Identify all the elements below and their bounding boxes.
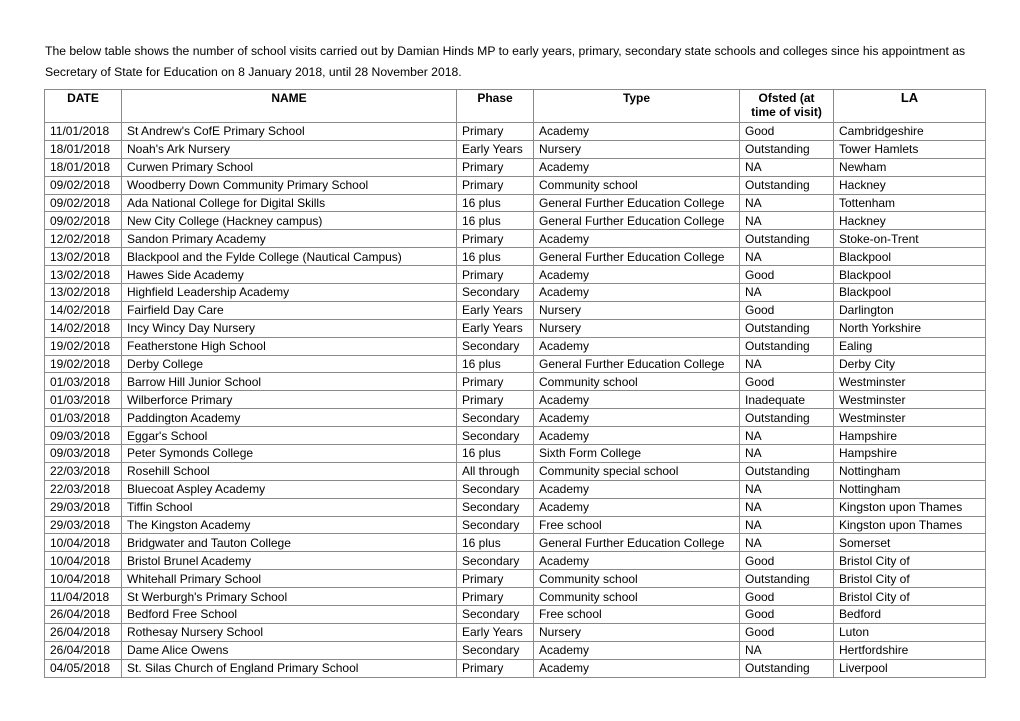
la-cell: Nottingham (834, 462, 986, 480)
phase-cell: Early Years (457, 140, 534, 158)
ofsted-cell: Good (740, 552, 834, 570)
table-body (45, 123, 986, 678)
ofsted-column-header: Ofsted (at time of visit) (740, 90, 834, 123)
date-cell: 09/02/2018 (45, 194, 122, 212)
type-cell: Free school (534, 516, 740, 534)
phase-cell: Primary (457, 588, 534, 606)
ofsted-cell: Good (740, 623, 834, 641)
date-cell: 29/03/2018 (45, 516, 122, 534)
table-row (45, 391, 986, 409)
ofsted-cell: Good (740, 301, 834, 319)
ofsted-cell: Outstanding (740, 659, 834, 677)
ofsted-cell: Good (740, 588, 834, 606)
phase-cell: Secondary (457, 606, 534, 624)
name-cell: Peter Symonds College (122, 445, 457, 463)
table-row (45, 301, 986, 319)
la-cell: Luton (834, 623, 986, 641)
phase-cell: Secondary (457, 409, 534, 427)
date-cell: 13/02/2018 (45, 248, 122, 266)
date-cell: 13/02/2018 (45, 284, 122, 302)
la-cell: North Yorkshire (834, 319, 986, 337)
date-cell: 19/02/2018 (45, 355, 122, 373)
la-cell: Darlington (834, 301, 986, 319)
phase-cell: 16 plus (457, 248, 534, 266)
name-cell: Rothesay Nursery School (122, 623, 457, 641)
date-cell: 12/02/2018 (45, 230, 122, 248)
ofsted-cell: NA (740, 355, 834, 373)
ofsted-cell: NA (740, 158, 834, 176)
type-cell: Community school (534, 176, 740, 194)
date-cell: 11/01/2018 (45, 123, 122, 141)
ofsted-cell: Outstanding (740, 462, 834, 480)
la-cell: Hackney (834, 212, 986, 230)
table-row (45, 588, 986, 606)
ofsted-cell: NA (740, 284, 834, 302)
phase-cell: Primary (457, 176, 534, 194)
phase-cell: Early Years (457, 623, 534, 641)
name-cell: Derby College (122, 355, 457, 373)
name-cell: Bluecoat Aspley Academy (122, 480, 457, 498)
la-cell: Hampshire (834, 445, 986, 463)
type-cell: Academy (534, 158, 740, 176)
ofsted-cell: Good (740, 373, 834, 391)
table-row (45, 516, 986, 534)
ofsted-cell: Outstanding (740, 570, 834, 588)
ofsted-cell: NA (740, 480, 834, 498)
date-cell: 22/03/2018 (45, 462, 122, 480)
la-cell: Hertfordshire (834, 641, 986, 659)
ofsted-cell: Outstanding (740, 337, 834, 355)
phase-cell: 16 plus (457, 212, 534, 230)
date-cell: 09/03/2018 (45, 427, 122, 445)
table-row (45, 641, 986, 659)
type-cell: Community school (534, 570, 740, 588)
type-cell: Nursery (534, 140, 740, 158)
ofsted-cell: NA (740, 194, 834, 212)
phase-cell: Primary (457, 158, 534, 176)
date-cell: 10/04/2018 (45, 534, 122, 552)
date-cell: 01/03/2018 (45, 409, 122, 427)
name-cell: The Kingston Academy (122, 516, 457, 534)
type-cell: Academy (534, 552, 740, 570)
ofsted-cell: Outstanding (740, 140, 834, 158)
name-cell: Ada National College for Digital Skills (122, 194, 457, 212)
type-cell: Free school (534, 606, 740, 624)
name-cell: Highfield Leadership Academy (122, 284, 457, 302)
la-cell: Derby City (834, 355, 986, 373)
name-cell: Eggar's School (122, 427, 457, 445)
name-cell: Hawes Side Academy (122, 266, 457, 284)
type-cell: Academy (534, 427, 740, 445)
la-cell: Newham (834, 158, 986, 176)
table-row (45, 480, 986, 498)
table-row (45, 606, 986, 624)
school-visits-table (44, 89, 986, 678)
la-cell: Hampshire (834, 427, 986, 445)
name-cell: St. Silas Church of England Primary School (122, 659, 457, 677)
phase-cell: Primary (457, 570, 534, 588)
la-cell: Stoke-on-Trent (834, 230, 986, 248)
table-row (45, 266, 986, 284)
date-cell: 18/01/2018 (45, 158, 122, 176)
name-cell: Bedford Free School (122, 606, 457, 624)
name-cell: St Werburgh's Primary School (122, 588, 457, 606)
name-cell: Noah's Ark Nursery (122, 140, 457, 158)
phase-cell: 16 plus (457, 534, 534, 552)
table-row (45, 409, 986, 427)
date-cell: 22/03/2018 (45, 480, 122, 498)
ofsted-cell: Inadequate (740, 391, 834, 409)
type-cell: Nursery (534, 623, 740, 641)
phase-cell: 16 plus (457, 445, 534, 463)
phase-cell: Secondary (457, 552, 534, 570)
name-cell: Barrow Hill Junior School (122, 373, 457, 391)
table-row (45, 355, 986, 373)
la-cell: Blackpool (834, 248, 986, 266)
table-row (45, 462, 986, 480)
ofsted-cell: NA (740, 248, 834, 266)
name-cell: Dame Alice Owens (122, 641, 457, 659)
date-cell: 14/02/2018 (45, 319, 122, 337)
type-cell: Academy (534, 337, 740, 355)
table-header-row (45, 90, 986, 123)
type-cell: General Further Education College (534, 212, 740, 230)
name-cell: Blackpool and the Fylde College (Nautical Campus) (122, 248, 457, 266)
date-cell: 18/01/2018 (45, 140, 122, 158)
type-cell: Academy (534, 266, 740, 284)
phase-cell: Secondary (457, 641, 534, 659)
ofsted-cell: Good (740, 123, 834, 141)
type-cell: Sixth Form College (534, 445, 740, 463)
name-column-header: NAME (122, 90, 457, 123)
ofsted-cell: NA (740, 427, 834, 445)
phase-column-header: Phase (457, 90, 534, 123)
phase-cell: Primary (457, 266, 534, 284)
phase-cell: All through (457, 462, 534, 480)
name-cell: Featherstone High School (122, 337, 457, 355)
name-cell: Bridgwater and Tauton College (122, 534, 457, 552)
type-cell: Academy (534, 641, 740, 659)
type-cell: Community school (534, 373, 740, 391)
phase-cell: Secondary (457, 337, 534, 355)
date-cell: 11/04/2018 (45, 588, 122, 606)
name-cell: Paddington Academy (122, 409, 457, 427)
name-cell: Bristol Brunel Academy (122, 552, 457, 570)
phase-cell: Primary (457, 391, 534, 409)
phase-cell: Primary (457, 230, 534, 248)
la-cell: Bristol City of (834, 588, 986, 606)
date-cell: 09/03/2018 (45, 445, 122, 463)
ofsted-cell: Good (740, 266, 834, 284)
table-row (45, 158, 986, 176)
date-cell: 26/04/2018 (45, 606, 122, 624)
la-cell: Blackpool (834, 284, 986, 302)
phase-cell: Secondary (457, 498, 534, 516)
type-cell: Academy (534, 230, 740, 248)
type-cell: Academy (534, 409, 740, 427)
type-cell: Community special school (534, 462, 740, 480)
date-cell: 13/02/2018 (45, 266, 122, 284)
date-cell: 01/03/2018 (45, 391, 122, 409)
ofsted-cell: NA (740, 534, 834, 552)
name-cell: Whitehall Primary School (122, 570, 457, 588)
name-cell: Woodberry Down Community Primary School (122, 176, 457, 194)
type-cell: Academy (534, 498, 740, 516)
la-cell: Ealing (834, 337, 986, 355)
table-row (45, 570, 986, 588)
ofsted-cell: NA (740, 498, 834, 516)
table-row (45, 319, 986, 337)
la-cell: Tottenham (834, 194, 986, 212)
date-cell: 26/04/2018 (45, 623, 122, 641)
ofsted-cell: NA (740, 212, 834, 230)
ofsted-cell: Outstanding (740, 319, 834, 337)
ofsted-cell: Outstanding (740, 230, 834, 248)
type-cell: General Further Education College (534, 534, 740, 552)
table-row (45, 498, 986, 516)
date-cell: 04/05/2018 (45, 659, 122, 677)
la-cell: Liverpool (834, 659, 986, 677)
table-row (45, 445, 986, 463)
intro-paragraph: The below table shows the number of school visits carried out by Damian Hinds MP to early years, primary, secondary state schools and colleges since his appointment as Secretary of State for Education on 8 January 2018, until 28 November 2018. (45, 44, 966, 79)
la-column-header: LA (834, 90, 986, 123)
phase-cell: Primary (457, 659, 534, 677)
la-cell: Kingston upon Thames (834, 498, 986, 516)
name-cell: Sandon Primary Academy (122, 230, 457, 248)
phase-cell: 16 plus (457, 355, 534, 373)
phase-cell: Early Years (457, 319, 534, 337)
la-cell: Hackney (834, 176, 986, 194)
date-cell: 10/04/2018 (45, 552, 122, 570)
table-row (45, 552, 986, 570)
date-cell: 09/02/2018 (45, 176, 122, 194)
la-cell: Nottingham (834, 480, 986, 498)
ofsted-cell: NA (740, 516, 834, 534)
table-row (45, 284, 986, 302)
phase-cell: Secondary (457, 516, 534, 534)
type-cell: Academy (534, 659, 740, 677)
name-cell: Wilberforce Primary (122, 391, 457, 409)
la-cell: Westminster (834, 409, 986, 427)
name-cell: St Andrew's CofE Primary School (122, 123, 457, 141)
type-cell: Community school (534, 588, 740, 606)
date-cell: 01/03/2018 (45, 373, 122, 391)
type-column-header: Type (534, 90, 740, 123)
table-row (45, 123, 986, 141)
la-cell: Somerset (834, 534, 986, 552)
ofsted-cell: NA (740, 445, 834, 463)
type-cell: Academy (534, 123, 740, 141)
date-cell: 29/03/2018 (45, 498, 122, 516)
name-cell: Fairfield Day Care (122, 301, 457, 319)
date-cell: 10/04/2018 (45, 570, 122, 588)
ofsted-cell: Outstanding (740, 409, 834, 427)
name-cell: Tiffin School (122, 498, 457, 516)
ofsted-cell: Outstanding (740, 176, 834, 194)
phase-cell: Early Years (457, 301, 534, 319)
table-row (45, 427, 986, 445)
la-cell: Bedford (834, 606, 986, 624)
table-row (45, 534, 986, 552)
phase-cell: Primary (457, 373, 534, 391)
table-row (45, 337, 986, 355)
date-cell: 26/04/2018 (45, 641, 122, 659)
type-cell: Nursery (534, 301, 740, 319)
table-row (45, 248, 986, 266)
table-row (45, 194, 986, 212)
table-row (45, 140, 986, 158)
phase-cell: Primary (457, 123, 534, 141)
table-row (45, 659, 986, 677)
la-cell: Tower Hamlets (834, 140, 986, 158)
name-cell: Rosehill School (122, 462, 457, 480)
la-cell: Blackpool (834, 266, 986, 284)
phase-cell: 16 plus (457, 194, 534, 212)
la-cell: Bristol City of (834, 570, 986, 588)
date-column-header: DATE (45, 90, 122, 123)
table-row (45, 623, 986, 641)
type-cell: Nursery (534, 319, 740, 337)
name-cell: Curwen Primary School (122, 158, 457, 176)
la-cell: Westminster (834, 373, 986, 391)
ofsted-cell: Good (740, 606, 834, 624)
date-cell: 09/02/2018 (45, 212, 122, 230)
type-cell: General Further Education College (534, 248, 740, 266)
name-cell: New City College (Hackney campus) (122, 212, 457, 230)
la-cell: Cambridgeshire (834, 123, 986, 141)
date-cell: 19/02/2018 (45, 337, 122, 355)
ofsted-cell: NA (740, 641, 834, 659)
name-cell: Incy Wincy Day Nursery (122, 319, 457, 337)
type-cell: General Further Education College (534, 194, 740, 212)
type-cell: Academy (534, 284, 740, 302)
la-cell: Kingston upon Thames (834, 516, 986, 534)
phase-cell: Secondary (457, 480, 534, 498)
la-cell: Bristol City of (834, 552, 986, 570)
date-cell: 14/02/2018 (45, 301, 122, 319)
type-cell: General Further Education College (534, 355, 740, 373)
la-cell: Westminster (834, 391, 986, 409)
table-row (45, 212, 986, 230)
table-row (45, 230, 986, 248)
phase-cell: Secondary (457, 284, 534, 302)
table-row (45, 373, 986, 391)
phase-cell: Secondary (457, 427, 534, 445)
type-cell: Academy (534, 480, 740, 498)
type-cell: Academy (534, 391, 740, 409)
table-row (45, 176, 986, 194)
